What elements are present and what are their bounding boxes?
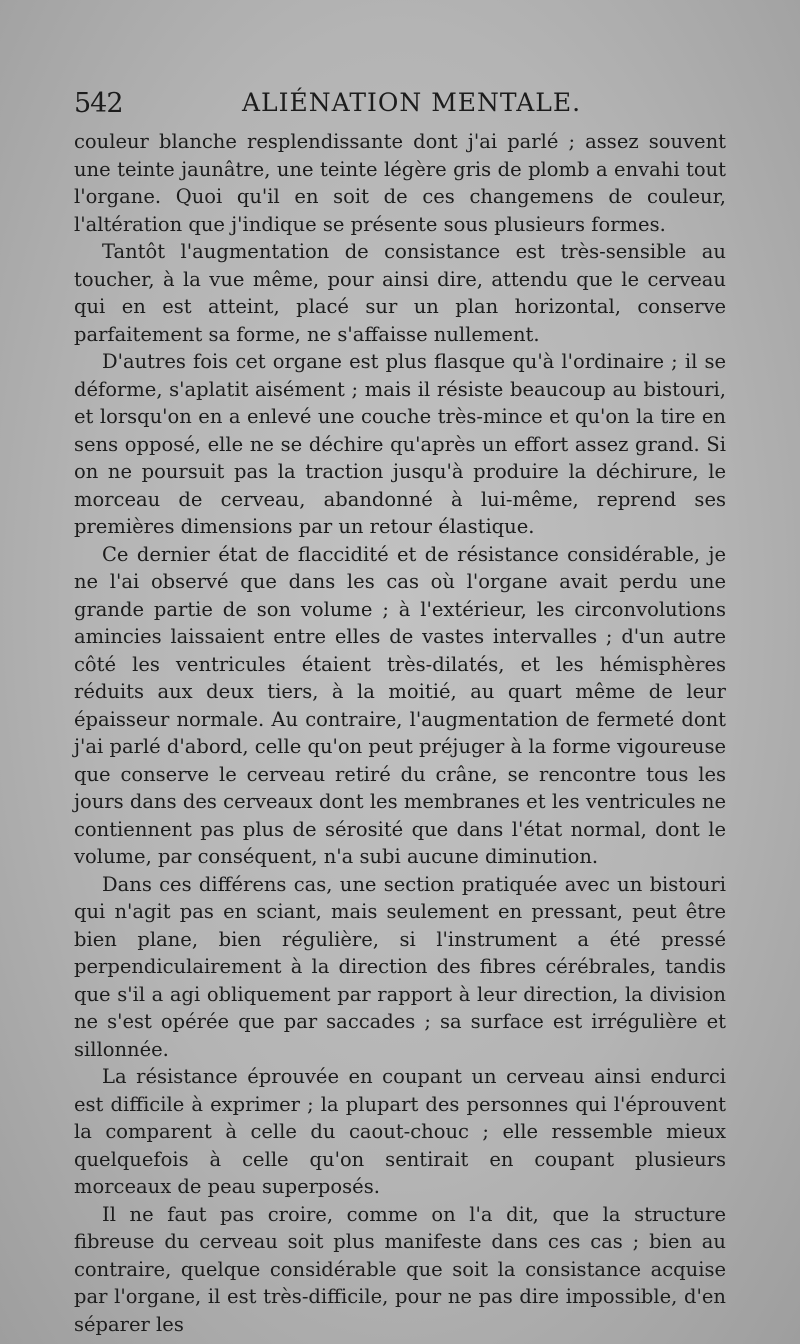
paragraph: Il ne faut pas croire, comme on l'a dit, que la structure fibreuse du cerveau soit plus manifeste dans ces cas ; bien au contraire, quelque considérable que soit la consistance acquise par l'organe, il est très-difficile, pour ne pas dire impossible, d'en séparer les [74,1202,726,1336]
page-number: 542 [74,88,123,119]
paragraph: Tantôt l'augmentation de consistance est très-sensible au toucher, à la vue même, pour ainsi dire, attendu que le cerveau qui en est atteint, placé sur un plan horizontal, conserve parfaitement sa forme, ne s'affaisse nullement. [74,240,726,346]
paragraph-continuation: couleur blanche resplendissante dont j'ai parlé ; assez souvent une teinte jaunâtre, une teinte légère gris de plomb a envahi tout l'organe. Quoi qu'il en soit de ces changemens de couleur, l'altération que j'indique se présente sous plusieurs formes. [74,130,726,236]
paragraph: D'autres fois cet organe est plus flasque qu'à l'ordinaire ; il se déforme, s'aplatit aisément ; mais il résiste beaucoup au bistouri, et lorsqu'on en a enlevé une couche très-mince et qu'on la tire en sens opposé, elle ne se déchire qu'après un effort assez grand. Si on ne poursuit pas la traction jusqu'à produire la déchirure, le morceau de cerveau, abandonné à lui-même, reprend ses premières dimensions par un retour élastique. [74,350,726,538]
paragraph: Ce dernier état de flaccidité et de résistance considérable, je ne l'ai observé que dans les cas où l'organe avait perdu une grande partie de son volume ; à l'extérieur, les circonvolutions amincies laissaient entre elles de vastes intervalles ; d'un autre côté les ventricules étaient très-dilatés, et les hémisphères réduits aux deux tiers, à la moitié, au quart même de leur épaisseur normale. Au contraire, l'augmentation de fermeté dont j'ai parlé d'abord, celle qu'on peut préjuger à la forme vigoureuse que conserve le cerveau retiré du crâne, se rencontre tous les jours dans des cerveaux dont les membranes et les ventricules ne contiennent pas plus de sérosité que dans l'état normal, dont le volume, par conséquent, n'a subi aucune diminution. [74,542,726,868]
body-text [74,128,726,1338]
running-title: ALIÉNATION MENTALE. [242,88,582,117]
paragraph: Dans ces différens cas, une section pratiquée avec un bistouri qui n'agit pas en sciant, mais seulement en pressant, peut être bien plane, bien régulière, si l'instrument a été pressé perpendiculairement à la direction des fibres cérébrales, tandis que s'il a agi obliquement par rapport à leur direction, la division ne s'est opérée que par saccades ; sa surface est irrégulière et sillonnée. [74,872,726,1061]
paragraph: La résistance éprouvée en coupant un cerveau ainsi endurci est difficile à exprimer ; la plupart des personnes qui l'éprouvent la comparent à celle du caout-chouc ; elle ressemble mieux quelquefois à celle qu'on sentirait en coupant plusieurs morceaux de peau superposés. [74,1065,726,1198]
page-header [74,88,726,128]
